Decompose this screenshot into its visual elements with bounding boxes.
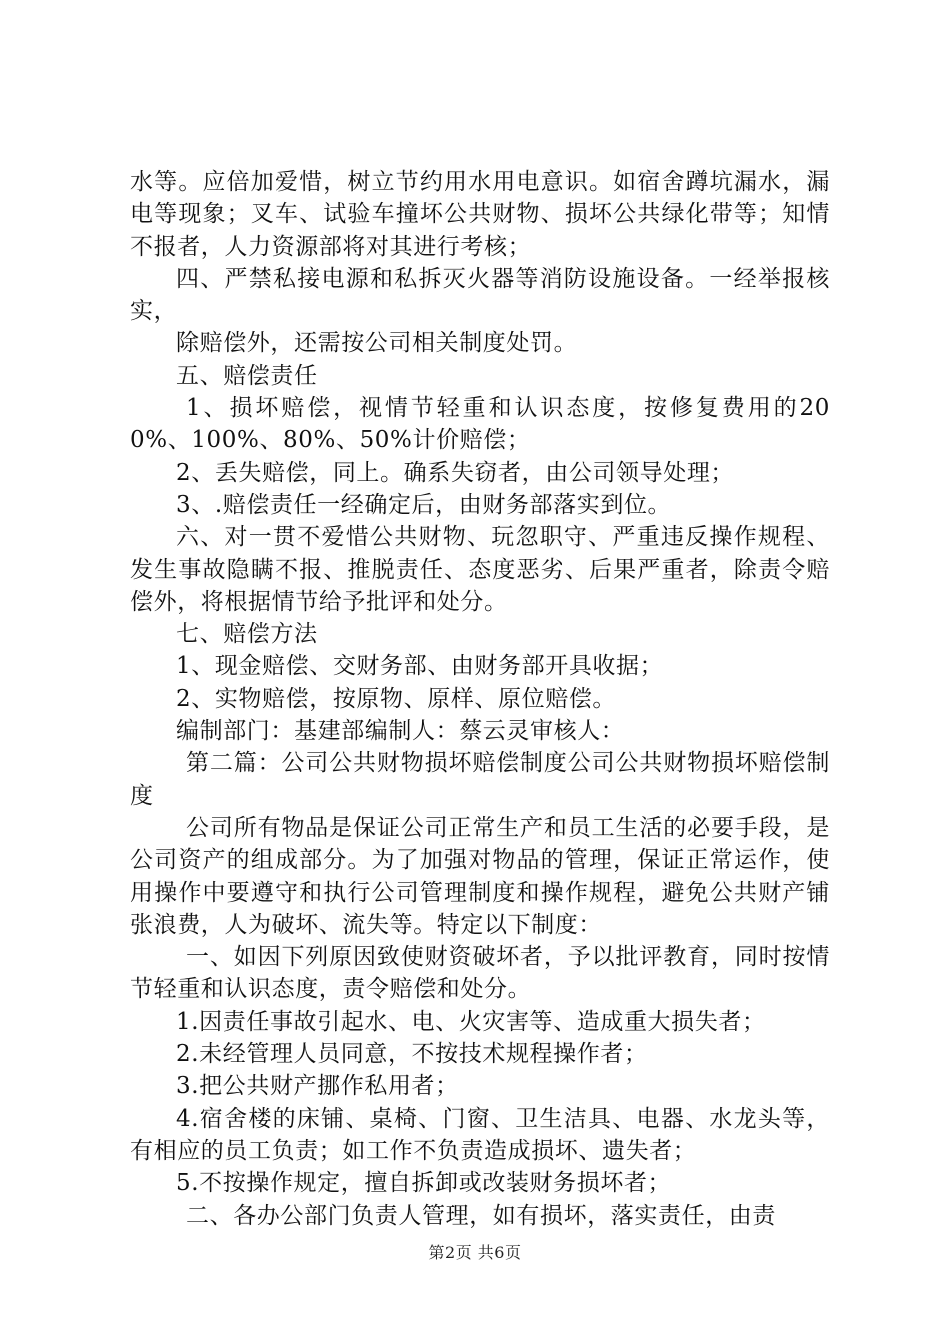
paragraph-11: 2、实物赔偿，按原物、原样、原位赔偿。 bbox=[176, 685, 617, 712]
paragraph-7: 3、.赔偿责任一经确定后，由财务部落实到位。 bbox=[176, 491, 672, 518]
paragraph-13: 第二篇：公司公共财物损坏赔偿制度公司公共财物损坏赔偿制度 bbox=[130, 750, 830, 809]
paragraph-15: 一、如因下列原因致使财资破坏者，予以批评教育，同时按情节轻重和认识态度，责令赔偿和处分。 bbox=[130, 944, 830, 1003]
paragraph-4: 五、赔偿责任 bbox=[176, 362, 318, 389]
paragraph-3: 除赔偿外，还需按公司相关制度处罚。 bbox=[176, 330, 578, 357]
paragraph-20: 5.不按操作规定，擅自拆卸或改装财务损坏者； bbox=[176, 1170, 672, 1197]
paragraph-9: 七、赔偿方法 bbox=[176, 621, 318, 648]
paragraph-21: 二、各办公部门负责人管理，如有损坏，落实责任，由责 bbox=[186, 1202, 776, 1229]
paragraph-6: 2、丢失赔偿，同上。确系失窃者，由公司领导处理； bbox=[176, 459, 735, 486]
paragraph-8: 六、对一贯不爱惜公共财物、玩忽职守、严重违反操作规程、发生事故隐瞒不报、推脱责任、态度恶劣、后果严重者，除责令赔偿外，将根据情节给予批评和处分。 bbox=[130, 524, 830, 615]
paragraph-17: 2.未经管理人员同意，不按技术规程操作者； bbox=[176, 1041, 648, 1068]
page-footer: 第2页 共6页 bbox=[428, 1243, 522, 1262]
paragraph-14: 公司所有物品是保证公司正常生产和员工生活的必要手段，是公司资产的组成部分。为了加强对物品的管理，保证正常运作，使用操作中要遵守和执行公司管理制度和操作规程，避免公共财产铺张浪费，人为破坏、流失等。特定以下制度： bbox=[130, 814, 830, 938]
paragraph-16: 1.因责任事故引起水、电、火灾害等、造成重大损失者； bbox=[176, 1008, 766, 1035]
paragraph-2: 四、严禁私接电源和私拆灭火器等消防设施设备。一经举报核实， bbox=[130, 265, 830, 325]
paragraph-5: 1、损坏赔偿，视情节轻重和认识态度，按修复费用的200%、100%、80%、50%计价赔偿； bbox=[130, 395, 830, 454]
paragraph-12: 编制部门：基建部编制人：蔡云灵审核人： bbox=[176, 718, 625, 745]
paragraph-10: 1、现金赔偿、交财务部、由财务部开具收据； bbox=[176, 653, 664, 680]
paragraph-1: 水等。应倍加爱惜，树立节约用水用电意识。如宿舍蹲坑漏水，漏电等现象；叉车、试验车撞坏公共财物、损坏公共绿化带等；知情不报者，人力资源部将对其进行考核； bbox=[130, 169, 830, 260]
document-body bbox=[130, 166, 830, 1232]
paragraph-18: 3.把公共财产挪作私用者； bbox=[176, 1073, 459, 1100]
paragraph-19: 4.宿舍楼的床铺、桌椅、门窗、卫生洁具、电器、水龙头等，有相应的员工负责；如工作不负责造成损坏、遗失者； bbox=[130, 1105, 830, 1164]
